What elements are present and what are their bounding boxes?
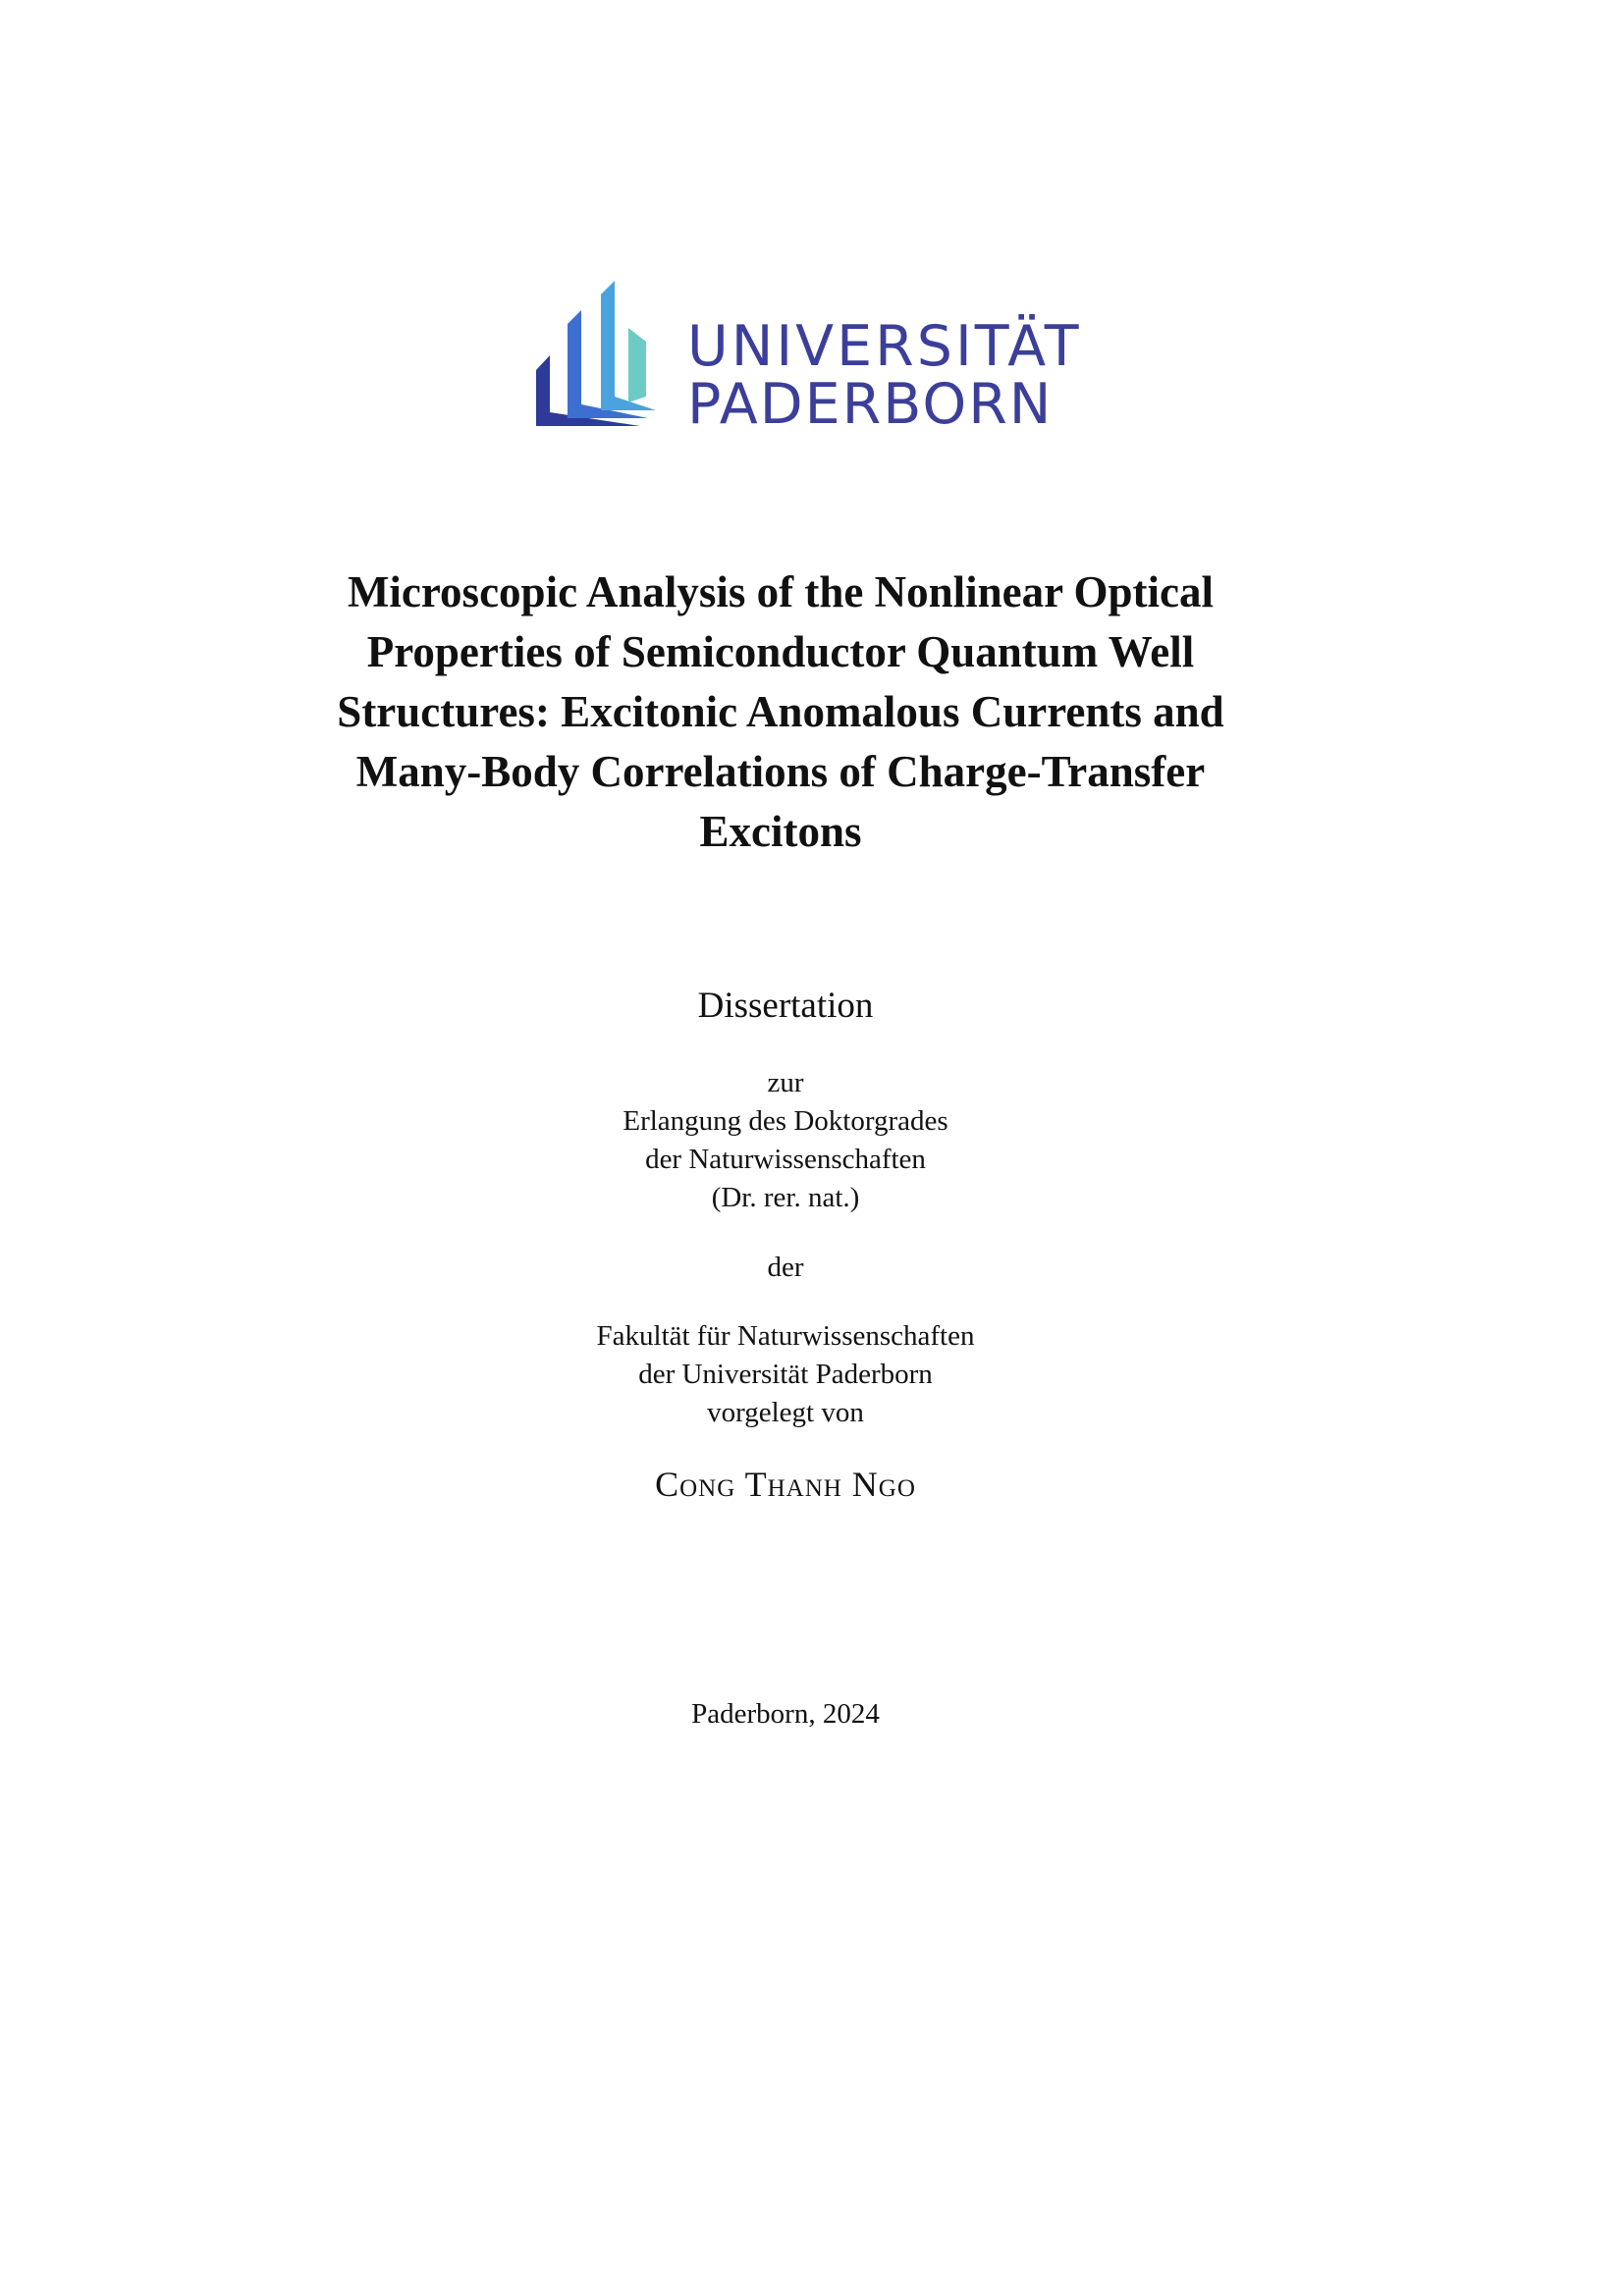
thesis-title	[255, 562, 1306, 862]
faculty-line: der Universität Paderborn	[638, 1359, 933, 1390]
title-line: Structures: Excitonic Anomalous Currents and	[337, 687, 1224, 736]
place-and-year: Paderborn, 2024	[691, 1698, 880, 1730]
purpose-line: zur	[767, 1067, 804, 1098]
degree-purpose	[0, 1064, 1571, 1217]
title-line: Microscopic Analysis of the Nonlinear Optical	[347, 567, 1215, 616]
logo-line-2: PADERBORN	[687, 372, 1054, 437]
connector-text: der	[767, 1252, 804, 1283]
logo-line-1: UNIVERSITÄT	[687, 314, 1082, 379]
logo-wordmark	[687, 314, 1082, 437]
faculty-line: Fakultät für Naturwissenschaften	[596, 1320, 975, 1352]
document-type: Dissertation	[697, 986, 874, 1026]
purpose-line: der Naturwissenschaften	[645, 1144, 926, 1175]
title-line: Excitons	[699, 807, 862, 856]
purpose-line: Erlangung des Doktorgrades	[623, 1105, 948, 1137]
university-logo	[530, 267, 1082, 437]
title-line: Many-Body Correlations of Charge-Transfer	[355, 747, 1206, 796]
faculty-line: vorgelegt von	[707, 1397, 864, 1428]
university-paderborn-logo-icon	[530, 267, 677, 434]
title-line: Properties of Semiconductor Quantum Well	[366, 627, 1195, 676]
author-name: Cong Thanh Ngo	[655, 1465, 916, 1504]
purpose-line: (Dr. rer. nat.)	[711, 1182, 860, 1213]
faculty-info	[0, 1317, 1571, 1432]
